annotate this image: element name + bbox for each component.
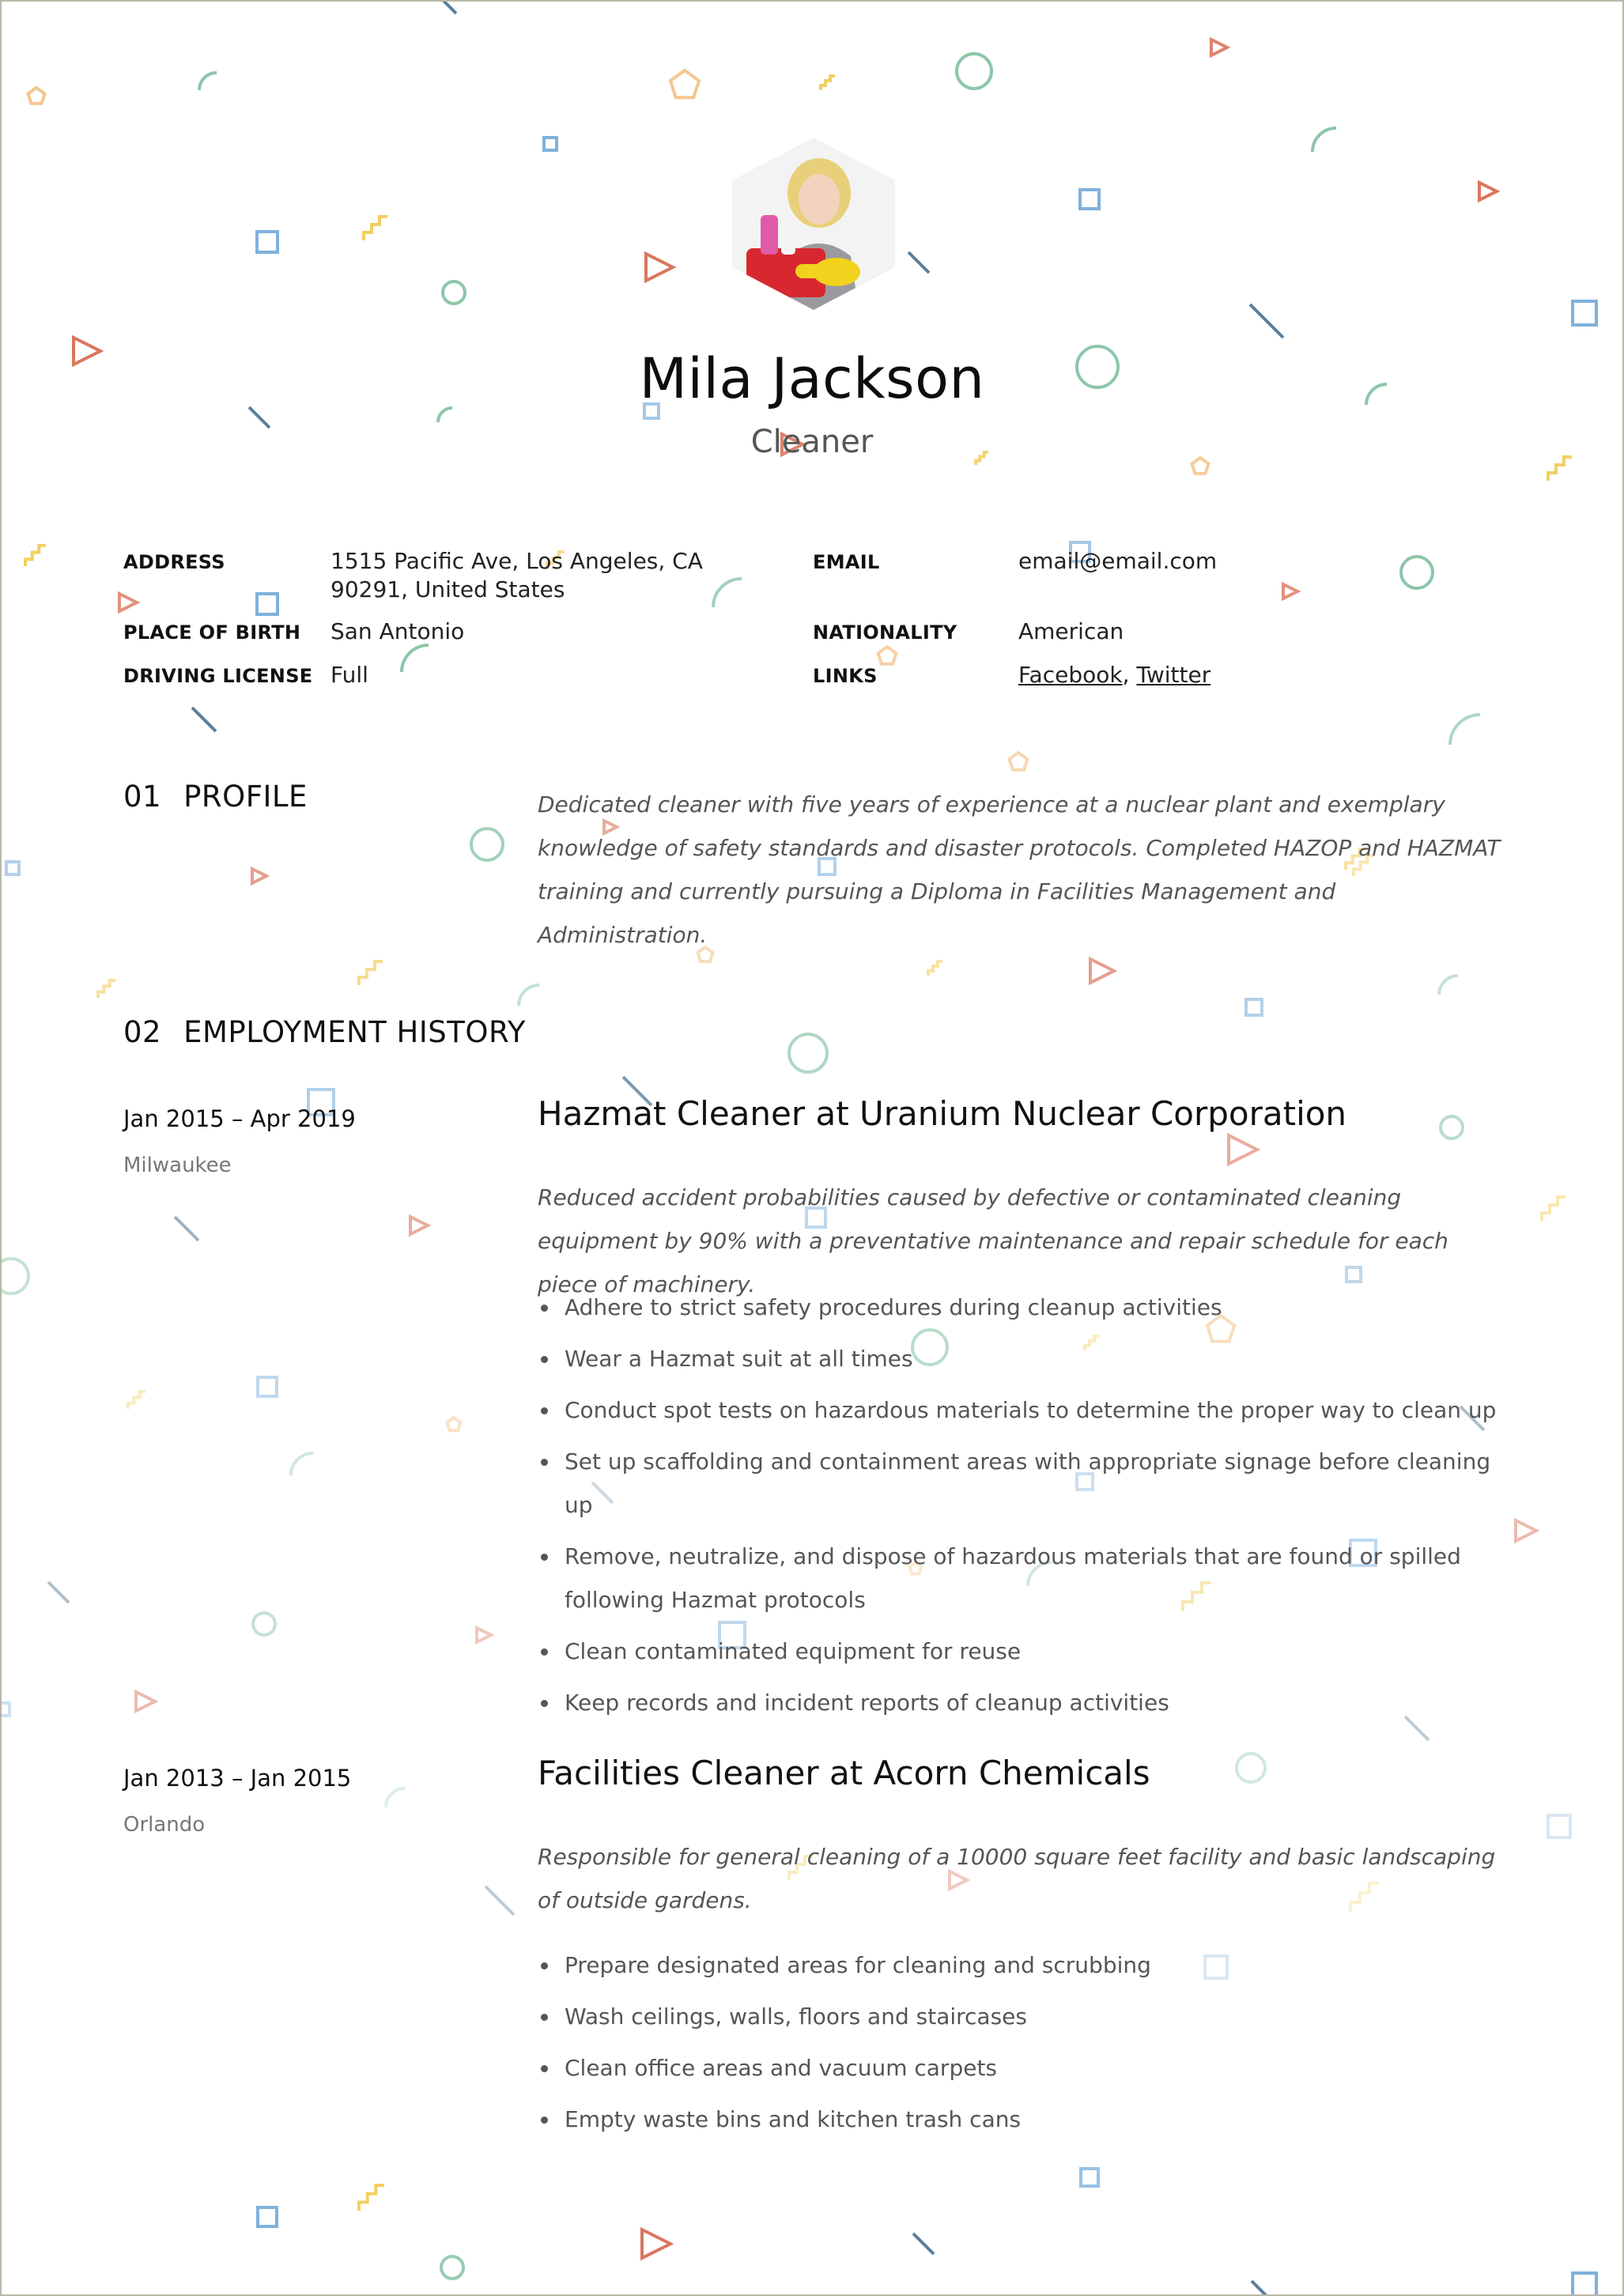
nationality-label: NATIONALITY [813,621,957,644]
job-2-description: Responsible for general cleaning of a 10000 square feet facility and basic landscaping of outside gardens. [538,1844,1496,1913]
email-value[interactable]: email@email.com [1018,548,1218,574]
list-item: Clean office areas and vacuum carpets [538,2046,1510,2090]
list-item: Adhere to strict safety procedures during cleanup activities [538,1286,1510,1329]
list-item: Wash ceilings, walls, floors and staircases [538,1995,1510,2038]
profile-heading [123,780,308,814]
links-label: LINKS [813,665,878,687]
links-value [1018,661,1210,689]
list-item: Conduct spot tests on hazardous materials to determine the proper way to clean up [538,1388,1510,1432]
profile-section-title: PROFILE [183,780,308,814]
candidate-title: Cleaner [750,424,874,460]
job-1-title: Hazmat Cleaner at Uranium Nuclear Corporation [538,1094,1347,1133]
driving-license-label: DRIVING LICENSE [123,665,313,687]
address-label: ADDRESS [123,551,225,573]
list-item: Keep records and incident reports of cleanup activities [538,1681,1510,1724]
profile-summary: Dedicated cleaner with five years of experience at a nuclear plant and exemplary knowledge of safety standards and disaster protocols. Completed HAZOP and HAZMAT training and currently pursuing a Diploma in Facilities Management and Administration. [538,791,1501,948]
job-1-description: Reduced accident probabilities caused by defective or contaminated cleaning equipment by 90% with a preventative maintenance and repair schedule for each piece of machinery. [538,1184,1448,1297]
employment-heading [123,1015,526,1049]
job-2-bullets [538,1943,1510,2149]
address-value [330,547,703,604]
profile-section-number: 01 [123,780,162,814]
list-item: Wear a Hazmat suit at all times [538,1337,1510,1380]
profile-photo [732,138,895,310]
job-1-city: Milwaukee [123,1154,232,1177]
place-of-birth-label: PLACE OF BIRTH [123,621,301,644]
driving-license-value: Full [330,662,368,688]
job-2-dates: Jan 2013 – Jan 2015 [123,1765,352,1792]
list-item: Clean contaminated equipment for reuse [538,1629,1510,1673]
facebook-link[interactable]: Facebook [1018,662,1123,688]
nationality-value: American [1018,618,1124,644]
candidate-name: Mila Jackson [639,346,985,411]
list-item: Set up scaffolding and containment areas with appropriate signage before cleaning up [538,1440,1510,1527]
job-1-bullets [538,1286,1510,1732]
employment-section-title: EMPLOYMENT HISTORY [183,1015,526,1049]
employment-section-number: 02 [123,1015,162,1049]
list-item: Empty waste bins and kitchen trash cans [538,2098,1510,2141]
job-2-title: Facilities Cleaner at Acorn Chemicals [538,1754,1150,1792]
job-2-city: Orlando [123,1813,206,1837]
address-line-2: 90291, United States [330,576,565,602]
list-item: Remove, neutralize, and dispose of hazardous materials that are found or spilled following Hazmat protocols [538,1535,1510,1622]
place-of-birth-value: San Antonio [330,618,465,644]
list-item: Prepare designated areas for cleaning and scrubbing [538,1943,1510,1987]
twitter-link[interactable]: Twitter [1136,662,1211,688]
job-1-dates: Jan 2015 – Apr 2019 [123,1105,356,1132]
links-separator: , [1122,662,1130,688]
email-label: EMAIL [813,551,880,573]
address-line-1: 1515 Pacific Ave, Los Angeles, CA [330,548,703,574]
